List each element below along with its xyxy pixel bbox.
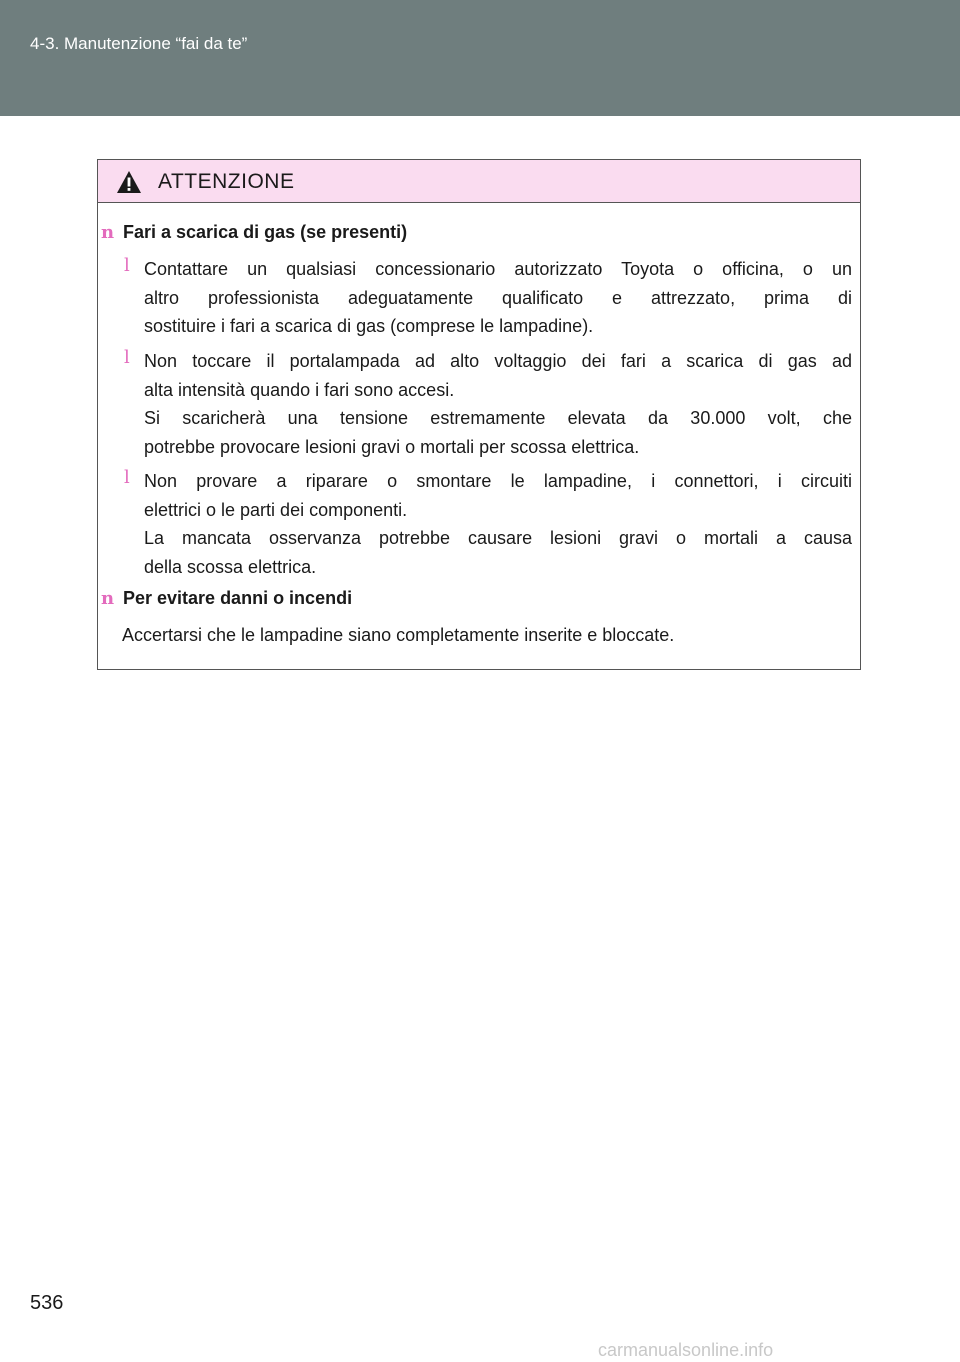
bullet-marker-icon: l	[124, 347, 130, 368]
text-line: elettrici o le parti dei componenti.	[144, 499, 408, 520]
section-heading-text: Per evitare danni o incendi	[123, 588, 353, 608]
text-line: potrebbe provocare lesioni gravi o mortali per scossa elettrica.	[144, 436, 640, 457]
text-line: Contattare un qualsiasi concessionario autorizzato Toyota o officina, o un	[144, 259, 852, 279]
text-line: sostituire i fari a scarica di gas (comprese le lampadine).	[144, 316, 594, 336]
section-marker-icon: n	[101, 222, 115, 243]
list-item-text	[144, 467, 852, 581]
watermark: carmanualsonline.info	[598, 1340, 774, 1360]
warning-header	[98, 160, 860, 203]
bullet-marker-icon: l	[124, 255, 130, 276]
list-item-text	[144, 255, 852, 341]
text-line: Non provare a riparare o smontare le lampadine, i connettori, i circuiti	[144, 471, 852, 491]
list-item-text	[144, 347, 852, 461]
text-line: La mancata osservanza potrebbe causare lesioni gravi o mortali a causa	[144, 528, 852, 548]
text-line: Non toccare il portalampada ad alto voltaggio dei fari a scarica di gas ad	[144, 351, 852, 371]
warning-box	[97, 159, 861, 670]
text-line: della scossa elettrica.	[144, 556, 317, 577]
text-line: Si scaricherà una tensione estremamente elevata da 30.000 volt, che	[144, 408, 852, 428]
warning-title: ATTENZIONE	[158, 170, 295, 193]
text-line: altro professionista adeguatamente qualificato e attrezzato, prima di	[144, 287, 852, 308]
page-header	[0, 0, 960, 116]
section-marker-icon: n	[101, 588, 115, 609]
page-number: 536	[30, 1292, 64, 1314]
warning-triangle-icon	[116, 170, 142, 194]
text-line: alta intensità quando i fari sono accesi.	[144, 379, 455, 400]
section-heading-text: Fari a scarica di gas (se presenti)	[123, 222, 408, 242]
bullet-marker-icon: l	[124, 467, 130, 488]
section-title: 4-3. Manutenzione “fai da te”	[30, 34, 248, 53]
section-text: Accertarsi che le lampadine siano completamente inserite e bloccate.	[122, 625, 675, 645]
